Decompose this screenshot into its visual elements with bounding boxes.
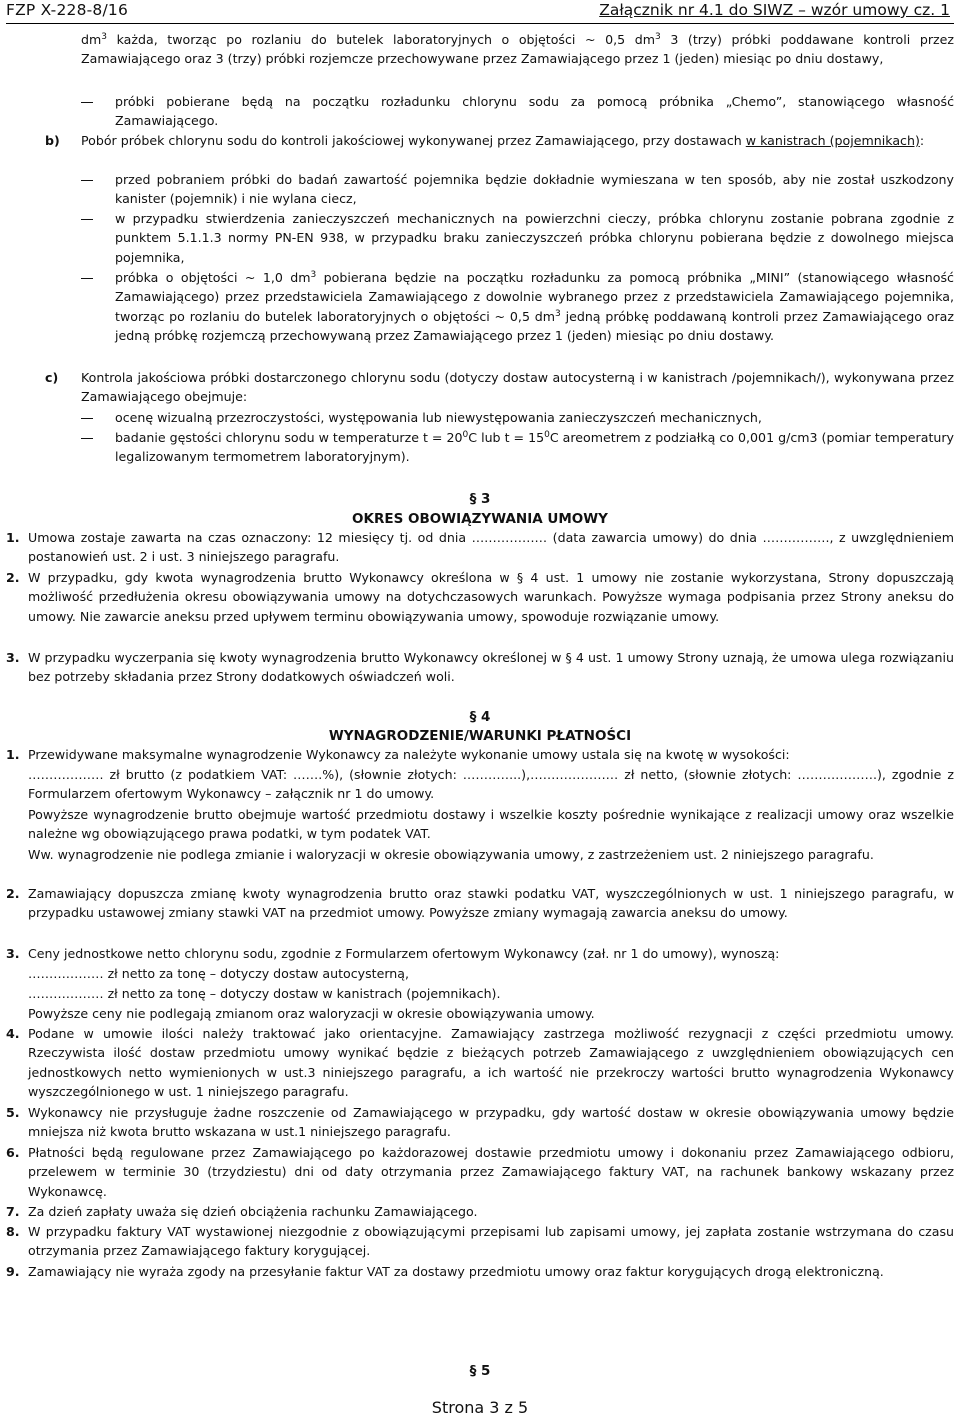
paragraph: W przypadku wyczerpania się kwoty wynagrodzenia brutto Wykonawcy określonej w § 4 ust. 1 umowy Strony uznają, że umowa ulega rozwiązaniu bez potrzeby składania przez Strony dodatkowych oświadczeń woli. (28, 650, 954, 685)
paragraph-number: 4. (6, 1026, 20, 1041)
paragraph-number: 3. (6, 946, 20, 961)
list-item: próbki pobierane będą na początku rozładunku chlorynu sodu za pomocą próbnika „Chemo”, stanowiącego własność Zamawiającego. (115, 94, 954, 129)
page-number: Strona 3 z 5 (431, 1398, 529, 1417)
section-number: § 4 (469, 709, 491, 725)
paragraph: Umowa zostaje zawarta na czas oznaczony: 12 miesięcy tj. od dnia ……………… (data zawarcia umowy) do dnia ……………., z uwzględnieniem postanowień ust. 2 i ust. 3 niniejszego paragrafu. (28, 530, 954, 565)
paragraph: W przypadku, gdy kwota wynagrodzenia brutto Wykonawcy określona w § 4 ust. 1 umowy nie zostanie wykorzystana, Strony dopuszczają możliwość przedłużenia okresu obowiązywania umowy na dotychczasowych warunkach. Powyższe wymaga podpisania przez Strony aneksu do umowy. Nie zawarcie aneksu przed upływem terminu obowiązywania umowy, spowoduje rozwiązanie umowy. (28, 570, 954, 624)
paragraph-number: 7. (6, 1204, 20, 1219)
paragraph: Za dzień zapłaty uważa się dzień obciążenia rachunku Zamawiającego. (28, 1204, 478, 1219)
paragraph: Przewidywane maksymalne wynagrodzenie Wykonawcy za należyte wykonanie umowy ustala się na kwotę w wysokości: (28, 747, 790, 762)
paragraph: Płatności będą regulowane przez Zamawiającego po każdorazowej dostawie przedmiotu umowy i dokonaniu przez Zamawiającego odbioru, przelewem w terminie 30 (trzydziestu) dni od daty otrzymania przez Zamawiającego faktury VAT, na rachunek bankowy wskazany przez Wykonawcę. (28, 1145, 954, 1199)
list-dash (81, 268, 93, 287)
list-item: przed pobraniem próbki do badań zawartość pojemnika będzie dokładnie wymieszana w ten sposób, aby nie został uszkodzony kanister (pojemnik) i nie wylana ciecz, (115, 172, 954, 207)
paragraph-number: 9. (6, 1264, 20, 1279)
paragraph: Ww. wynagrodzenie nie podlega zmianie i waloryzacji w okresie obowiązywania umowy, z zastrzeżeniem ust. 2 niniejszego paragrafu. (28, 847, 874, 862)
paragraph: Powyższe ceny nie podlegają zmianom oraz waloryzacji w okresie obowiązywania umowy. (28, 1006, 595, 1021)
paragraph: Podane w umowie ilości należy traktować jako orientacyjne. Zamawiający zastrzega możliwość rezygnacji z części przedmiotu umowy. Rzeczywista ilość dostaw przedmiotu umowy wynikać będzie z bieżących potrzeb Zamawiającego z uwzględnieniem obowiązujących cen jednostkowych netto wymienionych w ust.3 niniejszego paragrafu, a ich wartość nie przekroczy wartości brutto wynagrodzenia Wykonawcy wyszczególnionego w ust. 1 niniejszego paragrafu. (28, 1026, 954, 1100)
paragraph-number: 8. (6, 1224, 20, 1239)
paragraph-number: 5. (6, 1105, 20, 1120)
continuation-paragraph: $dm^3$ każda, tworząc po rozlaniu do butelek laboratoryjnych o objętości ~ 0,5 $dm^3$ 3 (trzy) próbki poddawane kontroli przez Zamawiającego oraz 3 (trzy) próbki rozjemcze przechowywane przez Zamawiającego przez 1 (jeden) miesiąc po dniu dostawy, (81, 31, 954, 67)
paragraph-number: 2. (6, 570, 20, 585)
paragraph: W przypadku faktury VAT wystawionej niezgodnie z obowiązującymi przepisami lub zapisami umowy, jej zapłata zostanie wstrzymana do czasu otrzymania przez Zamawiającego faktury korygującej. (28, 1224, 954, 1259)
section-title: WYNAGRODZENIE/WARUNKI PŁATNOŚCI (328, 728, 632, 744)
paragraph: Ceny jednostkowe netto chlorynu sodu, zgodnie z Formularzem ofertowym Wykonawcy (zał. nr 1 do umowy), wynoszą: (28, 946, 780, 961)
paragraph: Zamawiający dopuszcza zmianę kwoty wynagrodzenia brutto oraz stawki podatku VAT, wyszczególnionych w ust. 1 niniejszego paragrafu, w przypadku ustawowej zmiany stawki VAT na przedmiot umowy. Powyższe zmiany wymagają zawarcia aneksu do umowy. (28, 886, 954, 921)
section-title: OKRES OBOWIĄZYWANIA UMOWY (352, 511, 608, 527)
section-number: § 3 (469, 491, 491, 507)
paragraph-number: 1. (6, 747, 20, 762)
list-dash (81, 170, 93, 189)
item-label-b: b) (45, 133, 60, 148)
list-dash (81, 92, 93, 111)
item-label-c: c) (45, 370, 59, 385)
list-item: badanie gęstości chlorynu sodu w temperaturze $t = 20^0C$ lub $t = 15^0C$ areometrem z podziałką co 0,001 g/cm3 (pomiar temperatury legalizowanym termometrem laboratoryjnym). (115, 429, 954, 465)
header-reference: FZP X-228-8/16 (6, 1, 129, 19)
paragraph-number: 2. (6, 886, 20, 901)
paragraph-number: 1. (6, 530, 20, 545)
section-number: § 5 (469, 1363, 491, 1379)
item-b-intro: Pobór próbek chlorynu sodu do kontroli jakościowej wykonywanej przez Zamawiającego, przy dostawach w kanistrach (pojemnikach): (81, 133, 925, 148)
paragraph: ……………… zł netto za tonę – dotyczy dostaw w kanistrach (pojemnikach). (28, 986, 501, 1001)
paragraph: Powyższe wynagrodzenie brutto obejmuje wartość przedmiotu dostawy i wszelkie koszty pośrednie wynikające z realizacji umowy oraz wszelkie należne wg obowiązującego prawa podatki, w tym podatek VAT. (28, 807, 954, 842)
paragraph: Zamawiający nie wyraża zgody na przesyłanie faktur VAT za dostawy przedmiotu umowy oraz faktur korygujących drogą elektroniczną. (28, 1264, 884, 1279)
paragraph: ……………… zł brutto (z podatkiem VAT: …….%), (słownie złotych: …………..),………………… zł netto, (słownie złotych: ……………….), zgodnie z Formularzem ofertowym Wykonawcy – załącznik nr 1 do umowy. (28, 767, 954, 802)
list-item: ocenę wizualną przezroczystości, występowania lub niewystępowania zanieczyszczeń mechanicznych, (115, 410, 762, 425)
list-item: próbka o objętości ~ 1,0 $dm^3$ pobierana będzie na początku rozładunku za pomocą próbnika „MINI” (stanowiącego własność Zamawiającego) przez przedstawiciela Zamawiającego z dowolnie wybranego przez z przedstawiciela Zamawiającego pojemnika, tworząc po rozlaniu do butelek laboratoryjnych o objętości ~ 0,5 $dm^3$ jedną próbkę poddawaną kontroli przez Zamawiającego oraz jedną próbkę rozjemczą przechowywaną przez Zamawiającego przez 1 (jeden) miesiąc po dniu dostawy. (115, 269, 954, 344)
header-annex: Załącznik nr 4.1 do SIWZ – wzór umowy cz. 1 (599, 1, 950, 19)
list-dash (81, 428, 93, 447)
page-header (6, 1, 954, 24)
paragraph-number: 3. (6, 650, 20, 665)
paragraph: ……………… zł netto za tonę – dotyczy dostaw autocysterną, (28, 966, 410, 981)
paragraph-number: 6. (6, 1145, 20, 1160)
list-dash (81, 209, 93, 228)
paragraph: Wykonawcy nie przysługuje żadne roszczenie od Zamawiającego w przypadku, gdy wartość dostaw w okresie obowiązywania umowy będzie mniejsza niż kwota brutto wskazana w ust.1 niniejszego paragrafu. (28, 1105, 954, 1140)
item-c-intro: Kontrola jakościowa próbki dostarczonego chlorynu sodu (dotyczy dostaw autocysterną i w kanistrach /pojemnikach/), wykonywana przez Zamawiającego obejmuje: (81, 370, 954, 405)
list-dash (81, 408, 93, 427)
list-item: w przypadku stwierdzenia zanieczyszczeń mechanicznych na powierzchni cieczy, próbka chlorynu zostanie pobrana zgodnie z punktem 5.1.1.3 normy PN-EN 938, w przypadku braku zanieczyszczeń próbka chlorynu pobierana będzie z dowolnego miejsca pojemnika, (115, 211, 954, 265)
